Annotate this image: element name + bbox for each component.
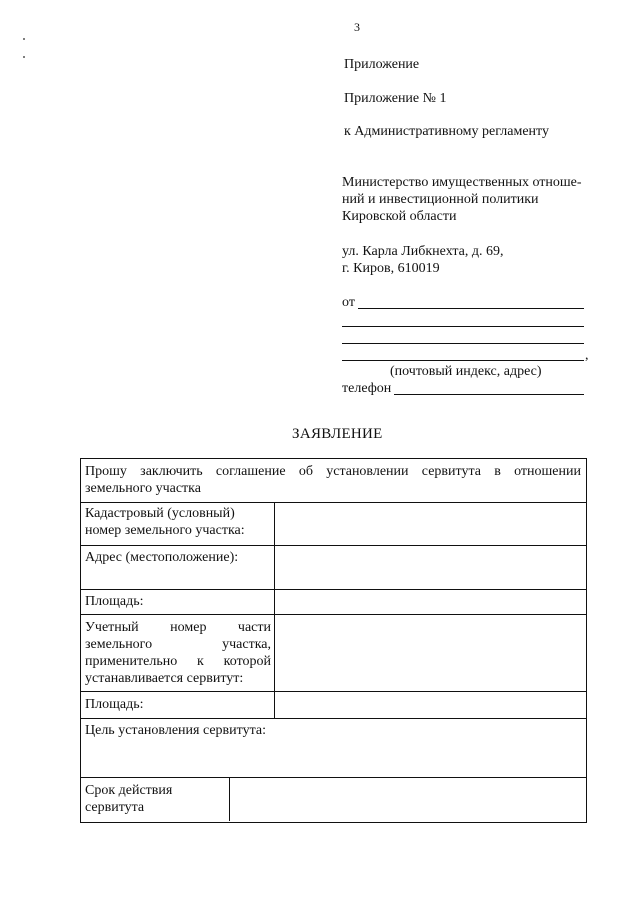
part-number-label-1: Учетный номер части bbox=[85, 620, 271, 635]
address-label: Адрес (местоположение): bbox=[85, 550, 239, 565]
request-text-line-1: Прошу заключить соглашение об установлении сервитута в отношении bbox=[85, 464, 581, 479]
area-label: Площадь: bbox=[85, 594, 144, 609]
scan-speck bbox=[23, 56, 25, 58]
ministry-address-line-2: г. Киров, 610019 bbox=[342, 261, 440, 276]
phone-field-line[interactable] bbox=[394, 394, 584, 395]
part-area-field[interactable] bbox=[276, 693, 584, 717]
document-title: ЗАЯВЛЕНИЕ bbox=[292, 426, 383, 442]
from-field-line[interactable] bbox=[358, 308, 584, 309]
from-field-line-3[interactable] bbox=[342, 343, 584, 344]
scan-speck bbox=[23, 38, 25, 40]
part-number-label-3: применительно к которой bbox=[85, 654, 271, 669]
table-rule bbox=[80, 589, 586, 590]
term-label-2: сервитута bbox=[85, 800, 145, 815]
part-number-label-2: земельного участка, bbox=[85, 637, 271, 652]
table-rule bbox=[80, 502, 586, 503]
ministry-line-3: Кировской области bbox=[342, 209, 457, 224]
from-field-line-4[interactable] bbox=[342, 360, 584, 361]
appendix-label: Приложение bbox=[344, 57, 420, 72]
cadastral-number-label-2: номер земельного участка: bbox=[85, 523, 245, 538]
cadastral-number-label-1: Кадастровый (условный) bbox=[85, 506, 235, 521]
address-field[interactable] bbox=[276, 547, 584, 588]
page-number: 3 bbox=[354, 20, 360, 34]
appendix-reference: к Административному регламенту bbox=[344, 124, 549, 139]
area-field[interactable] bbox=[276, 591, 584, 613]
table-rule bbox=[80, 691, 586, 692]
appendix-number: Приложение № 1 bbox=[344, 91, 447, 106]
from-field-comma: , bbox=[585, 348, 589, 363]
part-number-label-4: устанавливается сервитут: bbox=[85, 671, 244, 686]
table-rule bbox=[80, 614, 586, 615]
purpose-label: Цель установления сервитута: bbox=[85, 723, 266, 738]
term-label-1: Срок действия bbox=[85, 783, 173, 798]
cadastral-number-field[interactable] bbox=[276, 504, 584, 544]
from-label: от bbox=[342, 295, 355, 310]
phone-label: телефон bbox=[342, 381, 392, 396]
term-field[interactable] bbox=[231, 779, 584, 820]
postal-address-hint: (почтовый индекс, адрес) bbox=[390, 364, 542, 379]
table-column-divider bbox=[229, 777, 230, 821]
table-column-divider bbox=[274, 502, 275, 718]
request-text-line-2: земельного участка bbox=[85, 481, 201, 496]
purpose-field[interactable] bbox=[82, 740, 584, 776]
part-number-field[interactable] bbox=[276, 616, 584, 690]
from-field-line-2[interactable] bbox=[342, 326, 584, 327]
ministry-line-2: ний и инвестиционной политики bbox=[342, 192, 539, 207]
part-area-label: Площадь: bbox=[85, 697, 144, 712]
table-rule bbox=[80, 777, 586, 778]
ministry-line-1: Министерство имущественных отноше- bbox=[342, 175, 582, 190]
table-rule bbox=[80, 718, 586, 719]
table-rule bbox=[80, 545, 586, 546]
ministry-address-line-1: ул. Карла Либкнехта, д. 69, bbox=[342, 244, 504, 259]
